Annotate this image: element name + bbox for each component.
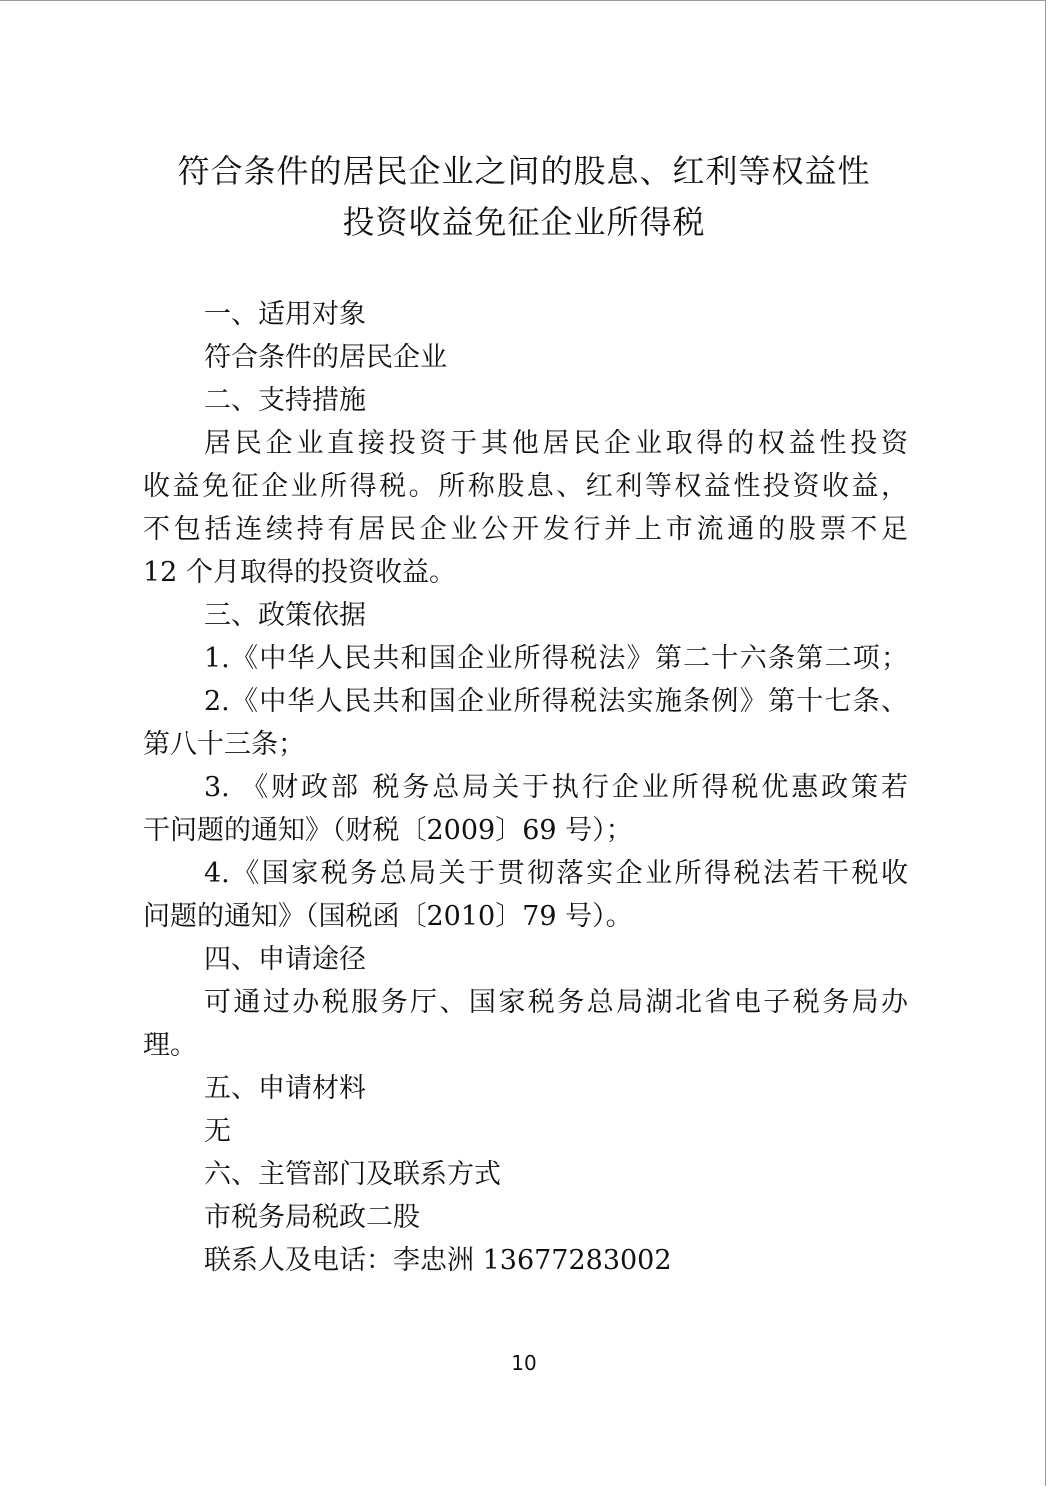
policy-basis-item-2-cont: 第八十三条； xyxy=(143,729,305,760)
policy-basis-item-4-cont: 问题的通知》（国税函〔2010〕79 号）。 xyxy=(143,901,633,932)
contact-person-phone: 联系人及电话：李忠洲 13677283002 xyxy=(204,1245,672,1276)
paragraph-line: 不包括连续持有居民企业公开发行并上市流通的股票不足 xyxy=(143,514,908,545)
section-heading-application-materials: 五、申请材料 xyxy=(204,1073,366,1104)
policy-basis-item-3-cont: 干问题的通知》（财税〔2009〕69 号）； xyxy=(143,815,633,846)
paragraph-line: 理。 xyxy=(143,1030,197,1061)
document-title-line-1: 符合条件的居民企业之间的股息、红利等权益性 xyxy=(177,152,871,190)
section-heading-applicable-objects: 一、适用对象 xyxy=(204,299,366,330)
policy-basis-item-2: 2.《中华人民共和国企业所得税法实施条例》第十七条、 xyxy=(204,686,908,717)
paragraph-line: 收益免征企业所得税。所称股息、红利等权益性投资收益， xyxy=(143,471,908,502)
document-title-line-2: 投资收益免征企业所得税 xyxy=(342,203,706,241)
paragraph-line: 12 个月取得的投资收益。 xyxy=(143,557,456,588)
department-name: 市税务局税政二股 xyxy=(204,1202,420,1233)
section-heading-policy-basis: 三、政策依据 xyxy=(204,600,366,631)
paragraph-line: 无 xyxy=(204,1116,231,1147)
page-number: 10 xyxy=(511,1351,537,1375)
policy-basis-item-3: 3. 《财政部 税务总局关于执行企业所得税优惠政策若 xyxy=(204,772,908,803)
policy-basis-item-4: 4.《国家税务总局关于贯彻落实企业所得税法若干税收 xyxy=(204,858,908,889)
paragraph-line: 可通过办税服务厅、国家税务总局湖北省电子税务局办 xyxy=(204,987,908,1018)
section-heading-support-measures: 二、支持措施 xyxy=(204,385,366,416)
paragraph-line: 居民企业直接投资于其他居民企业取得的权益性投资 xyxy=(204,428,908,459)
section-heading-department-contact: 六、主管部门及联系方式 xyxy=(204,1159,501,1190)
paragraph-line: 符合条件的居民企业 xyxy=(204,342,447,373)
policy-basis-item-1: 1.《中华人民共和国企业所得税法》第二十六条第二项； xyxy=(204,643,908,674)
section-heading-application-channel: 四、申请途径 xyxy=(204,944,366,975)
